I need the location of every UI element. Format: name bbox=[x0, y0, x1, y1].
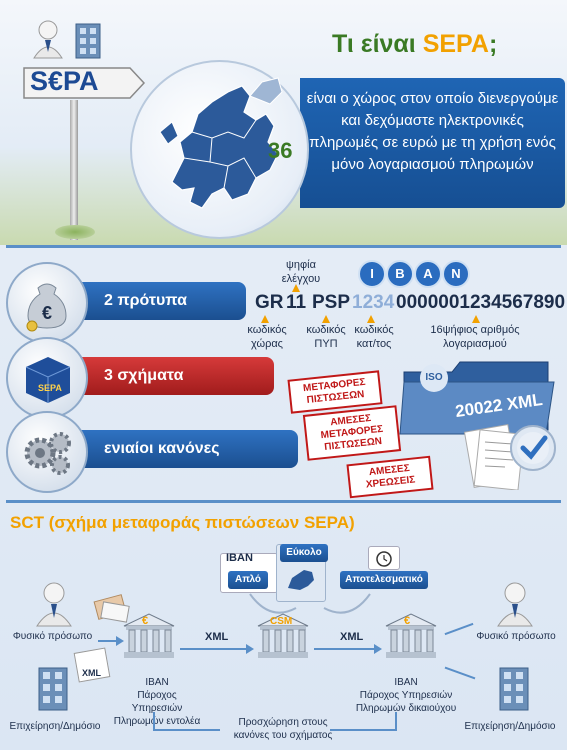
country-count: 36 bbox=[268, 138, 293, 163]
payee-bank-icon bbox=[384, 612, 438, 660]
payer-bank-icon bbox=[122, 612, 176, 660]
signpost-pole bbox=[70, 100, 78, 240]
account-label: 16ψήφιος αριθμός λογαριασμού bbox=[430, 324, 520, 350]
stamp-credit-transfers: ΜΕΤΑΦΟΡΕΣ ΠΙΣΤΩΣΕΩΝ bbox=[287, 370, 382, 413]
iban-account: 0000001234567890 bbox=[396, 292, 566, 313]
clock-card bbox=[368, 546, 400, 570]
rules-pill: ενιαίοι κανόνες bbox=[60, 430, 298, 468]
payee-building-icon bbox=[494, 664, 534, 714]
sepa-cube-circle bbox=[6, 337, 88, 419]
user-building-icon bbox=[28, 18, 108, 62]
iban-country: GR bbox=[255, 292, 284, 313]
iban-letter-a: A bbox=[414, 260, 442, 288]
description-text: είναι ο χώρος στον οποίο διενεργούμε και δεχόμαστε ηλεκτρονικές πληρωμές σε ευρώ με τη χρήση ενός μόνο λογαριασμού πληρωμών bbox=[306, 90, 559, 173]
payer-bank-label: IBAN Πάροχος Υπηρεσιών Πληρωμών εντολέα bbox=[113, 677, 201, 727]
payer-person-label: Φυσικό πρόσωπο bbox=[12, 631, 93, 642]
alarm-clock-icon bbox=[369, 547, 399, 569]
check-arrow bbox=[292, 284, 300, 292]
gears-icon bbox=[8, 413, 86, 491]
stamp-instant-transfers: ΑΜΕΣΕΣ ΜΕΤΑΦΟΡΕΣ ΠΙΣΤΩΣΕΩΝ bbox=[303, 405, 401, 461]
stamp-direct-debits: ΑΜΕΣΕΣ ΧΡΕΩΣΕΙΣ bbox=[346, 456, 433, 499]
check-digits-label: ψηφία ελέγχου bbox=[281, 259, 321, 285]
rules-label: Προσχώρηση στους κανόνες του σχήματος bbox=[233, 717, 333, 741]
bank-arrow-head-1 bbox=[246, 644, 254, 654]
standards-pill: 2 πρότυπα bbox=[60, 282, 246, 320]
payee-business-label: Επιχείρηση/Δημόσιο bbox=[464, 721, 556, 732]
iban-letter-n: N bbox=[442, 260, 470, 288]
page-title: Τι είναι SEPA; bbox=[332, 30, 498, 58]
tag-easy: Εύκολο bbox=[280, 544, 328, 562]
iban-check: 11 bbox=[286, 292, 307, 313]
iban-letter-b: B bbox=[386, 260, 414, 288]
sepa-sign-text: S€PA bbox=[30, 66, 99, 96]
tag-simple: Απλό bbox=[228, 571, 268, 589]
cube-text: SEPA bbox=[38, 383, 62, 393]
money-bag-icon bbox=[8, 264, 86, 342]
country-label: κωδικός χώρας bbox=[247, 324, 287, 350]
section-divider bbox=[6, 245, 561, 248]
section-divider-2 bbox=[6, 500, 561, 503]
iban-branch: 1234 bbox=[352, 292, 395, 313]
payee-person-label: Φυσικό πρόσωπο bbox=[476, 631, 556, 642]
xml-right-label: XML bbox=[340, 631, 364, 643]
psp-label: κωδικός ΠΥΠ bbox=[306, 324, 346, 350]
csm-label: CSM bbox=[270, 616, 293, 627]
account-arrow bbox=[472, 315, 480, 323]
psp-arrow bbox=[322, 315, 330, 323]
bank-arrow-line-2 bbox=[314, 648, 376, 650]
payee-person-icon bbox=[494, 580, 536, 628]
tag-effective: Αποτελεσματικό bbox=[340, 571, 428, 589]
iso-label: 20022 XML bbox=[454, 389, 544, 422]
payee-bank-label: IBAN Πάροχος Υπηρεσιών Πληρωμών δικαιούχου bbox=[355, 677, 457, 714]
iban-letter-i: I bbox=[358, 260, 386, 288]
money-bag-circle bbox=[6, 262, 88, 344]
xml-left-label: XML bbox=[205, 631, 229, 643]
payer-building-icon bbox=[33, 664, 73, 714]
payer-bank-symbol: € bbox=[142, 615, 149, 627]
sct-title: SCT (σχήμα μεταφοράς πιστώσεων SEPA) bbox=[10, 513, 355, 532]
svg-text:€: € bbox=[41, 303, 53, 323]
iso-badge: ISO bbox=[420, 364, 448, 392]
tag-iban: IBAN bbox=[226, 552, 253, 564]
payer-arrow-line bbox=[98, 640, 118, 642]
payee-bank-symbol: € bbox=[404, 615, 411, 627]
iban-psp: PSP bbox=[312, 292, 351, 313]
branch-arrow bbox=[367, 315, 375, 323]
sepa-cube-icon bbox=[8, 339, 86, 417]
payer-business-label: Επιχείρηση/Δημόσιο bbox=[9, 721, 101, 732]
payer-person-icon bbox=[33, 580, 75, 628]
gears-circle bbox=[6, 411, 88, 493]
country-arrow bbox=[261, 315, 269, 323]
documents-check-icon bbox=[455, 420, 565, 490]
bank-arrow-line-1 bbox=[180, 648, 248, 650]
xml-small-label: XML bbox=[82, 668, 101, 678]
schemes-pill: 3 σχήματα bbox=[60, 357, 274, 395]
branch-label: κωδικός κατ/τος bbox=[354, 324, 394, 350]
grass bbox=[55, 225, 95, 239]
bank-arrow-head-2 bbox=[374, 644, 382, 654]
